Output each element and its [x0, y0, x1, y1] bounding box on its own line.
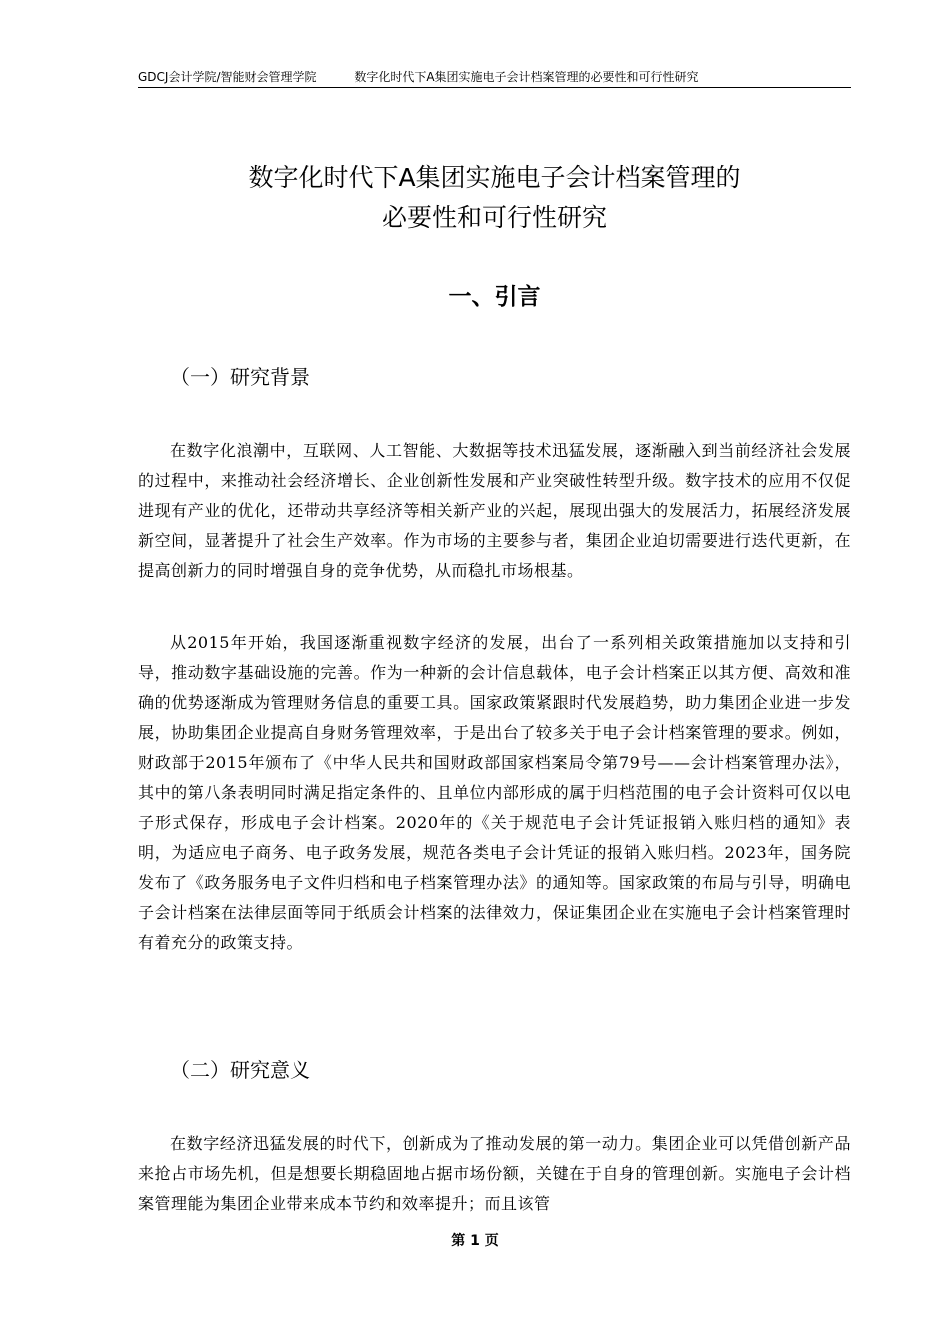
paragraph-background-2: 从2015年开始，我国逐渐重视数字经济的发展，出台了一系列相关政策措施加以支持和引导，推动数字基础设施的完善。作为一种新的会计信息载体，电子会计档案正以其方便、高效和准确的优势逐渐成为管理财务信息的重要工具。国家政策紧跟时代发展趋势，助力集团企业进一步发展，协助集团企业提高自身财务管理效率，于是出台了较多关于电子会计档案管理的要求。例如，财政部于2015年颁布了《中华人民共和国财政部国家档案局令第79号——会计档案管理办法》，其中的第八条表明同时满足指定条件的、且单位内部形成的属于归档范围的电子会计资料可仅以电子形式保存，形成电子会计档案。2020年的《关于规范电子会计凭证报销入账归档的通知》表明，为适应电子商务、电子政务发展，规范各类电子会计凭证的报销入账归档。2023年，国务院发布了《政务服务电子文件归档和电子档案管理办法》的通知等。国家政策的布局与引导，明确电子会计档案在法律层面等同于纸质会计档案的法律效力，保证集团企业在实施电子会计档案管理时有着充分的政策支持。: [138, 633, 851, 952]
running-header: [138, 68, 851, 88]
section-heading-significance: （二）研究意义: [170, 1058, 310, 1082]
header-paper-title: 数字化时代下A集团实施电子会计档案管理的必要性和可行性研究: [354, 70, 699, 84]
paper-title-line-1: 数字化时代下A集团实施电子会计档案管理的: [248, 163, 741, 192]
paragraph-significance-1: 在数字经济迅猛发展的时代下，创新成为了推动发展的第一动力。集团企业可以凭借创新产品来抢占市场先机，但是想要长期稳固地占据市场份额，关键在于自身的管理创新。实施电子会计档案管理能为集团企业带来成本节约和效率提升；而且该管: [138, 1134, 851, 1213]
chapter-heading: 一、引言: [448, 284, 541, 310]
page-number: 第 1 页: [451, 1233, 499, 1249]
paper-title-line-2: 必要性和可行性研究: [381, 203, 607, 232]
section-heading-background: （一）研究背景: [170, 365, 310, 389]
paragraph-background-1: 在数字化浪潮中，互联网、人工智能、大数据等技术迅猛发展，逐渐融入到当前经济社会发展的过程中，来推动社会经济增长、企业创新性发展和产业突破性转型升级。数字技术的应用不仅促进现有产业的优化，还带动共享经济等相关新产业的兴起，展现出强大的发展活力，拓展经济发展新空间，显著提升了社会生产效率。作为市场的主要参与者，集团企业迫切需要进行迭代更新，在提高创新力的同时增强自身的竞争优势，从而稳扎市场根基。: [138, 441, 851, 580]
header-institution: GDCJ会计学院/智能财会管理学院: [138, 70, 317, 84]
